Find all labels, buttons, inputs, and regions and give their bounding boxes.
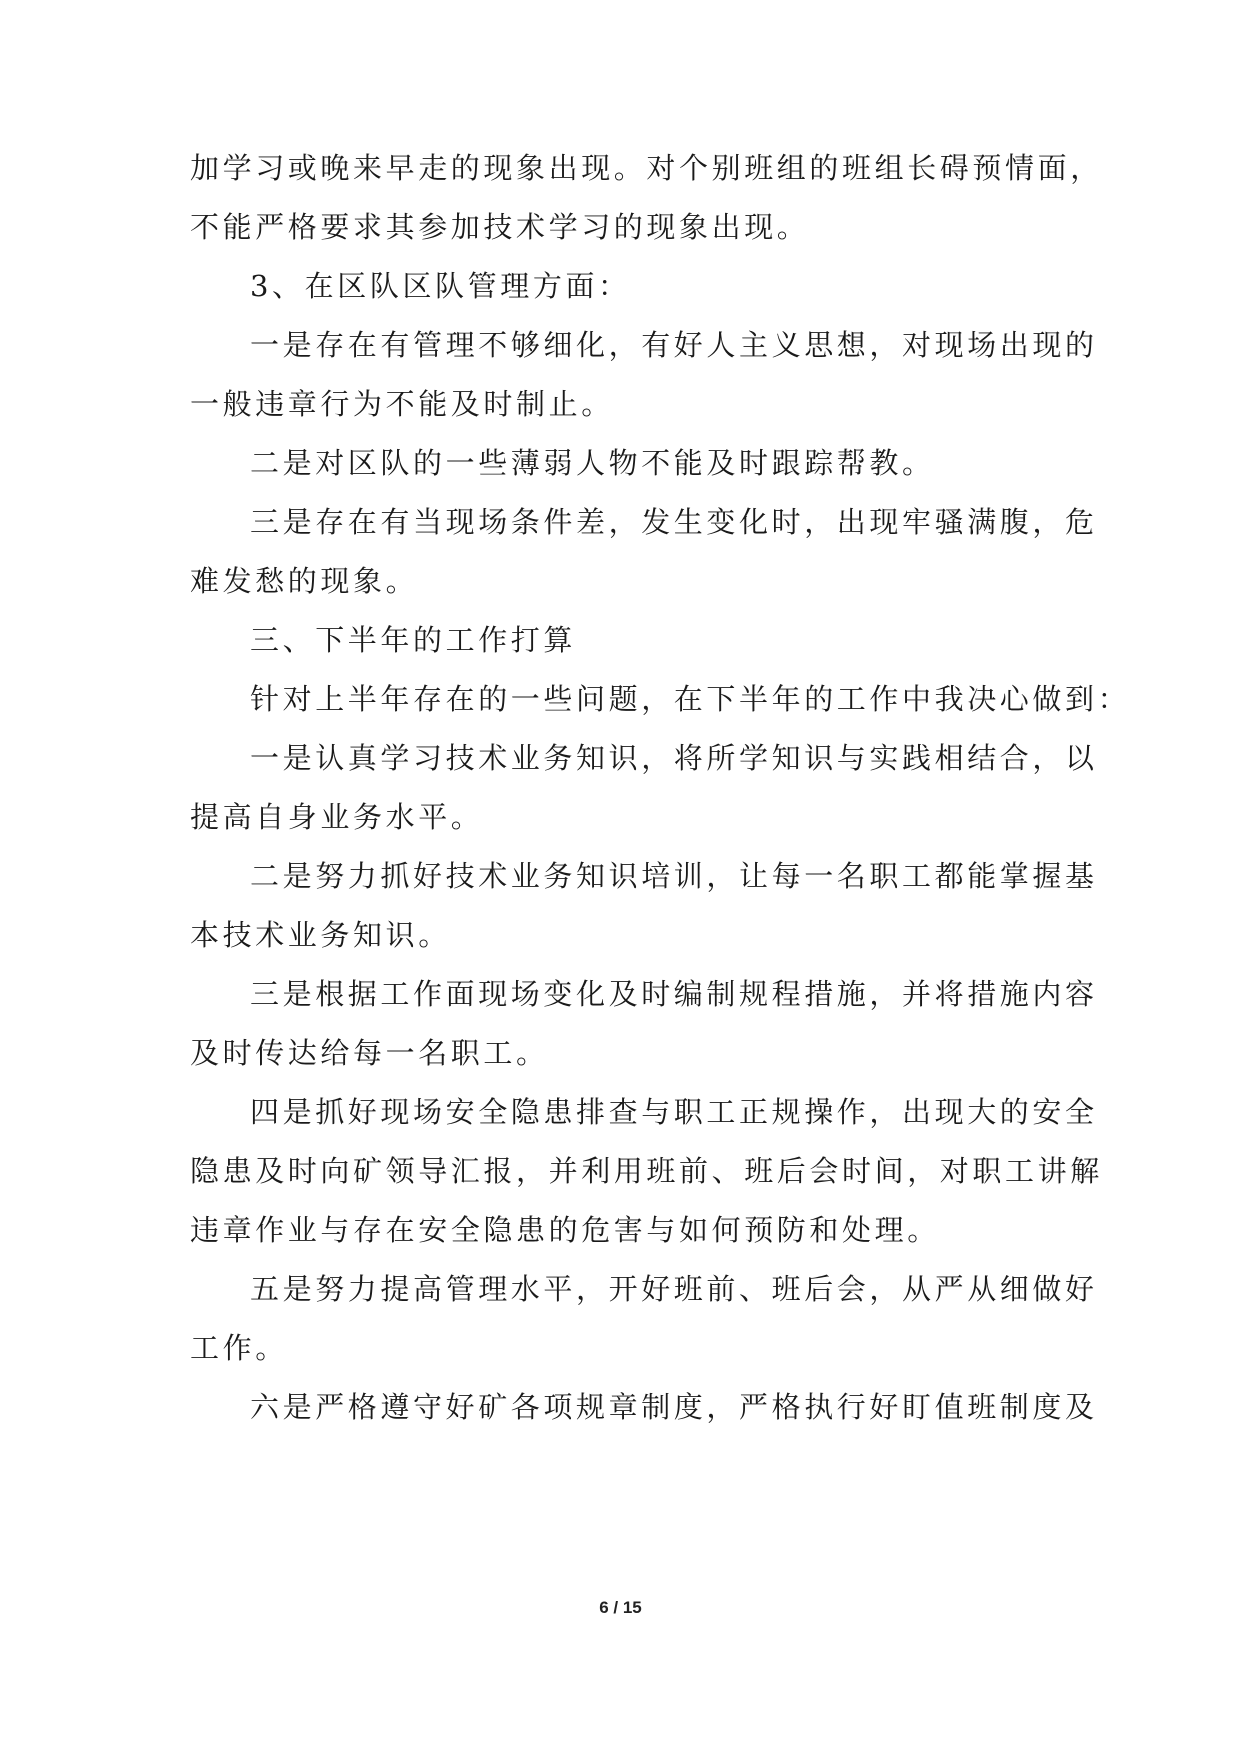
text-line: 本技术业务知识。 [190,918,451,952]
text-line: 三是根据工作面现场变化及时编制规程措施，并将措施内容 [250,977,1098,1011]
section-heading: 3、在区队区队管理方面： [250,269,631,303]
page-number: 6 / 15 [599,1598,642,1617]
text-line: 加学习或晚来早走的现象出现。对个别班组的班组长碍预情面， [190,151,1103,185]
text-line: 六是严格遵守好矿各项规章制度，严格执行好盯值班制度及 [250,1390,1098,1424]
text-line: 一是认真学习技术业务知识，将所学知识与实践相结合，以 [250,741,1098,775]
text-line: 二是努力抓好技术业务知识培训，让每一名职工都能掌握基 [250,859,1098,893]
section-heading: 三、下半年的工作打算 [250,623,577,657]
text-line: 及时传达给每一名职工。 [190,1036,549,1070]
text-line: 工作。 [190,1331,288,1365]
text-line: 二是对区队的一些薄弱人物不能及时跟踪帮教。 [250,446,935,480]
text-line: 五是努力提高管理水平，开好班前、班后会，从严从细做好 [250,1272,1098,1306]
text-line: 违章作业与存在安全隐患的危害与如何预防和处理。 [190,1213,940,1247]
text-line: 三是存在有当现场条件差，发生变化时，出现牢骚满腹，危 [250,505,1098,539]
text-line: 隐患及时向矿领导汇报，并利用班前、班后会时间，对职工讲解 [190,1154,1103,1188]
text-line: 一是存在有管理不够细化，有好人主义思想，对现场出现的 [250,328,1098,362]
text-line: 四是抓好现场安全隐患排查与职工正规操作，出现大的安全 [250,1095,1098,1129]
text-line: 难发愁的现象。 [190,564,419,598]
text-line: 一般违章行为不能及时制止。 [190,387,614,421]
text-line: 针对上半年存在的一些问题，在下半年的工作中我决心做到： [250,682,1131,716]
text-line: 提高自身业务水平。 [190,800,484,834]
text-line: 不能严格要求其参加技术学习的现象出现。 [190,210,810,244]
